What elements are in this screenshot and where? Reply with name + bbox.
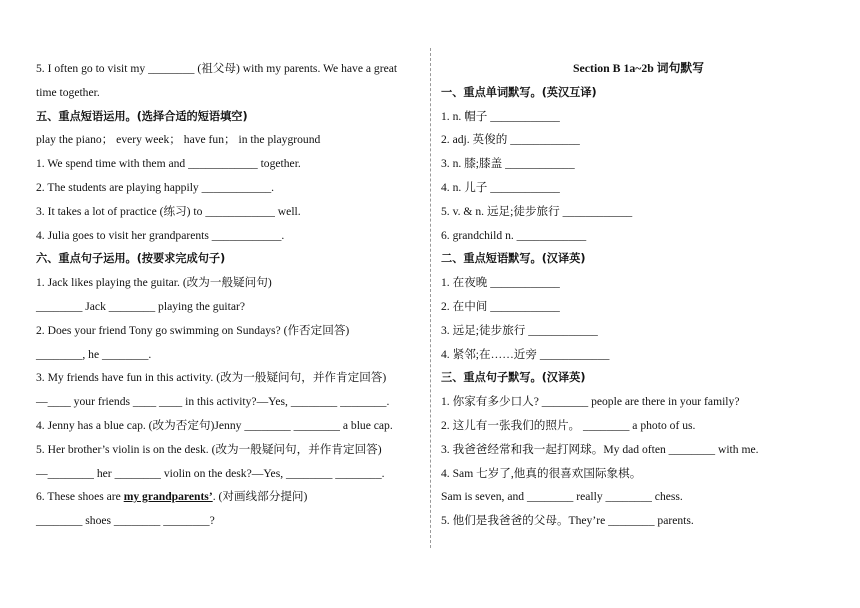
section-5-question-4: 4. Julia goes to visit her grandparents ____________. — [36, 228, 285, 242]
section-5-heading: 五、重点短语运用。(选择合适的短语填空) — [36, 109, 248, 123]
sentence-item-2: 2. 这儿有一张我们的照片。 ________ a photo of us. — [441, 418, 696, 432]
question-6-suffix: . (对画线部分提问) — [212, 490, 308, 504]
section-2-heading: 二、重点短语默写。(汉译英) — [441, 252, 586, 266]
word-item-4: 4. n. 儿子 ____________ — [441, 180, 560, 194]
section-5-question-1: 1. We spend time with them and ____________ together. — [36, 157, 301, 171]
sentence-item-5: 5. 他们是我爸爸的父母。They’re ________ parents. — [441, 514, 694, 528]
section-6-question-5: 5. Her brother’s violin is on the desk. (改为一般疑问句，并作肯定回答) — [36, 442, 382, 456]
phrase-item-2: 2. 在中间 ____________ — [441, 299, 560, 313]
word-item-6: 6. grandchild n. ____________ — [441, 228, 587, 242]
section-6-heading: 六、重点句子运用。(按要求完成句子) — [36, 252, 226, 266]
sentence-item-3: 3. 我爸爸经常和我一起打网球。My dad often ________ with me. — [441, 442, 759, 456]
section-6-answer-2: ________, he ________. — [36, 347, 152, 361]
sentence-item-1: 1. 你家有多少口人? ________ people are there in your family? — [441, 395, 740, 409]
section-1-heading: 一、重点单词默写。(英汉互译) — [441, 85, 597, 99]
section-6-answer-1: ________ Jack ________ playing the guitar? — [36, 299, 245, 313]
section-5-question-3: 3. It takes a lot of practice (练习) to ____________ well. — [36, 204, 301, 218]
phrase-options: play the piano； every week； have fun； in the playground — [36, 133, 321, 147]
word-item-5: 5. v. & n. 远足;徒步旅行 ____________ — [441, 204, 633, 218]
sentence-item-4-answer: Sam is seven, and ________ really ________ chess. — [441, 490, 683, 504]
question-6-prefix: 6. These shoes are — [36, 490, 124, 504]
section-6-question-6 — [36, 485, 424, 509]
section-6-question-4: 4. Jenny has a blue cap. (改为否定句)Jenny ________ ________ a blue cap. — [36, 418, 393, 432]
section-6-question-3: 3. My friends have fun in this activity. (改为一般疑问句，并作肯定回答) — [36, 371, 387, 385]
phrase-item-1: 1. 在夜晚 ____________ — [441, 276, 560, 290]
phrase-item-3: 3. 远足;徒步旅行 ____________ — [441, 323, 598, 337]
section-6-answer-6: ________ shoes ________ ________? — [36, 514, 215, 528]
section-5-question-2: 2. The students are playing happily ____________. — [36, 180, 275, 194]
word-item-1: 1. n. 帽子 ____________ — [441, 109, 560, 123]
right-column — [441, 57, 836, 533]
left-column — [36, 57, 424, 533]
word-item-3: 3. n. 膝;膝盖 ____________ — [441, 157, 575, 171]
section-6-answer-3: —____ your friends ____ ____ in this activity?—Yes, ________ ________. — [36, 395, 390, 409]
section-3-heading: 三、重点句子默写。(汉译英) — [441, 371, 586, 385]
question-5-line-1: 5. I often go to visit my ________ (祖父母) with my parents. We have a great — [36, 62, 398, 75]
section-6-question-1: 1. Jack likes playing the guitar. (改为一般疑问句) — [36, 276, 272, 290]
column-divider — [430, 48, 431, 548]
phrase-item-4: 4. 紧邻;在……近旁 ____________ — [441, 347, 610, 361]
question-5-line-2: time together. — [36, 85, 100, 99]
word-item-2: 2. adj. 英俊的 ____________ — [441, 133, 580, 147]
question-6-underlined-phrase: my grandparents’ — [123, 490, 213, 504]
section-6-question-2: 2. Does your friend Tony go swimming on Sundays? (作否定回答) — [36, 323, 350, 337]
page-title: Section B 1a~2b 词句默写 — [573, 61, 704, 75]
section-6-answer-5: —________ her ________ violin on the desk?—Yes, ________ ________. — [36, 466, 385, 480]
sentence-item-4: 4. Sam 七岁了,他真的很喜欢国际象棋。 — [441, 466, 642, 480]
